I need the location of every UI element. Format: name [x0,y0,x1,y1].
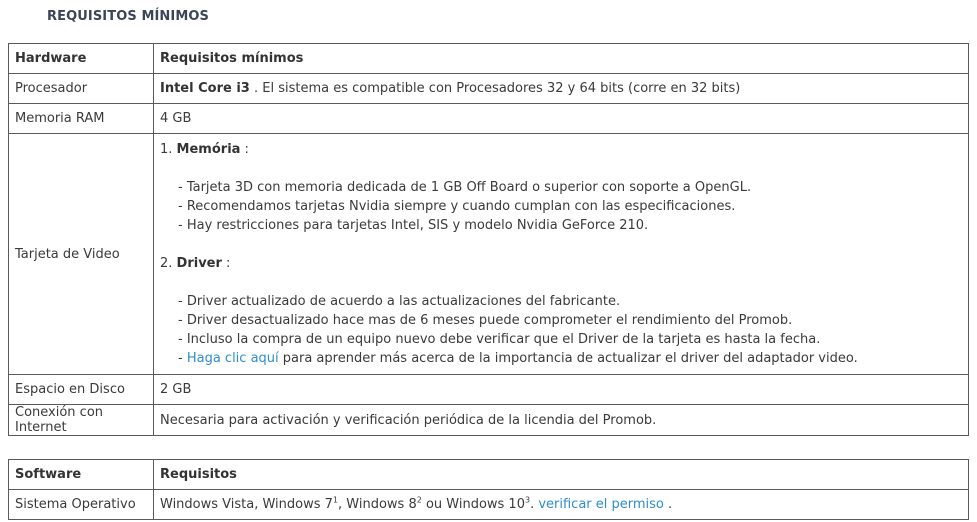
table-header-row [9,460,969,490]
verify-permission-link[interactable]: verificar el permiso [538,497,664,512]
table-row-ram [9,104,969,134]
row-value-ram: 4 GB [154,104,969,134]
table-row-internet [9,405,969,436]
row-label-video: Tarjeta de Video [9,134,154,375]
row-value-disk: 2 GB [154,375,969,405]
footnote-2: 2 [416,495,422,505]
header-min-requirements: Requisitos mínimos [154,44,969,74]
list-item: - Hay restricciones para tarjetas Intel, SIS y modelo Nvidia GeForce 210. [178,218,649,233]
row-value-internet: Necesaria para activación y verificación periódica de la licendia del Promob. [154,405,969,436]
list-item: - Driver desactualizado hace mas de 6 meses puede comprometer el rendimiento del Promob. [178,313,793,328]
row-label-ram: Memoria RAM [9,104,154,134]
memory-heading [160,140,962,159]
row-value-os [154,490,969,520]
header-hardware: Hardware [9,44,154,74]
header-requirements: Requisitos [154,460,969,490]
row-label-os: Sistema Operativo [9,490,154,520]
os-text-2: , Windows 8 [338,497,417,512]
driver-link-dash: - [178,351,187,366]
list-item: - Tarjeta 3D con memoria dedicada de 1 GB Off Board o superior con soporte a OpenGL. [178,180,752,195]
row-label-internet: Conexión con Internet [9,405,154,436]
os-text-4: . [530,497,539,512]
software-requirements-table [8,459,969,520]
memory-colon: : [240,142,249,157]
table-row-os [9,490,969,520]
driver-list [160,292,962,368]
hardware-requirements-table [8,43,969,436]
table-row-disk [9,375,969,405]
table-row-video [9,134,969,375]
os-text-5: . [663,497,673,512]
footnote-1: 1 [332,495,339,505]
list-item-driver-link [178,349,962,368]
os-text-3: ou Windows 10 [421,497,525,512]
memory-number: 1. [160,142,177,157]
driver-link-description: para aprender más acerca de la importancia de actualizar el driver del adaptador video. [278,351,858,366]
section-title: REQUISITOS MÍNIMOS [47,9,209,24]
row-value-processor [154,74,969,104]
driver-colon: : [221,256,231,271]
row-label-disk: Espacio en Disco [9,375,154,405]
processor-model: Intel Core i3 [160,81,250,96]
processor-note: . El sistema es compatible con Procesadores 32 y 64 bits (corre en 32 bits) [249,81,741,96]
table-row-processor [9,74,969,104]
list-item: - Recomendamos tarjetas Nvidia siempre y cuando cumplan con las especificaciones. [178,199,736,214]
header-software: Software [9,460,154,490]
row-value-video [154,134,969,375]
driver-heading [160,254,962,273]
list-item: - Incluso la compra de un equipo nuevo debe verificar que el Driver de la tarjeta es hasta la fecha. [178,332,821,347]
row-label-processor: Procesador [9,74,154,104]
os-text-1: Windows Vista, Windows 7 [160,497,333,512]
memory-list [160,178,962,235]
driver-title: Driver [176,256,222,271]
driver-number: 2. [160,256,177,271]
memory-title: Memória [176,142,241,157]
table-header-row [9,44,969,74]
footnote-3: 3 [524,495,531,505]
click-here-link[interactable]: Haga clic aquí [186,351,279,366]
list-item: - Driver actualizado de acuerdo a las actualizaciones del fabricante. [178,294,621,309]
